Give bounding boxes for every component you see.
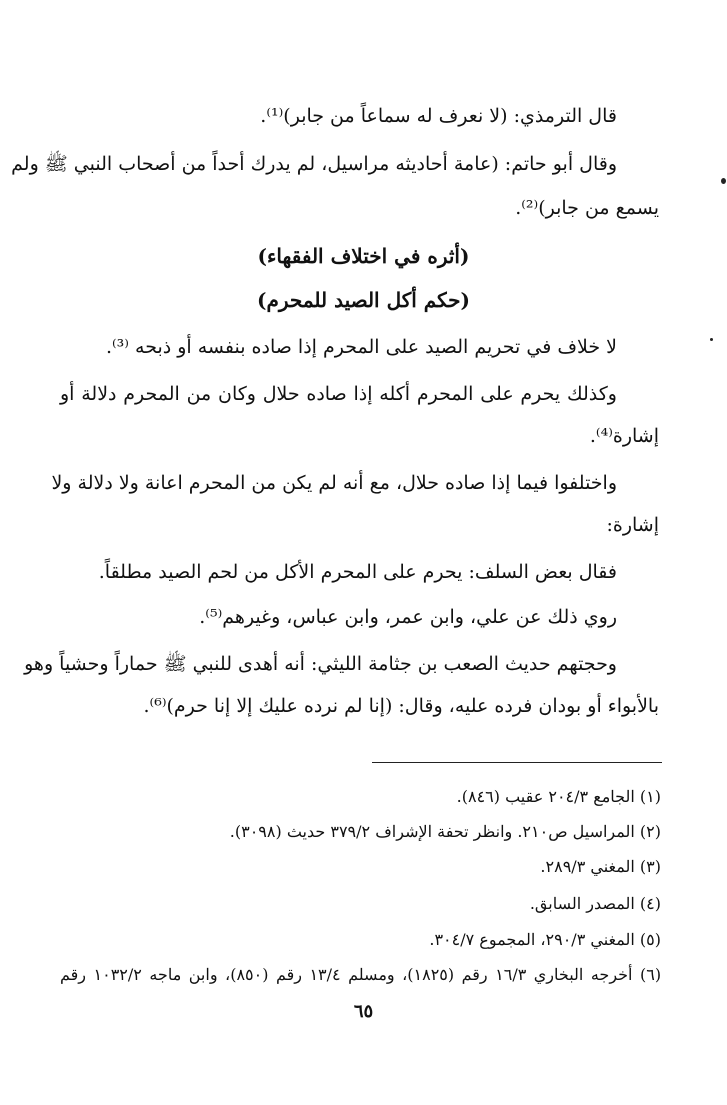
- footnote-separator: [372, 762, 662, 763]
- paragraph-disagreement-line1: واختلفوا فيما إذا صاده حلال، مع أنه لم يكن من المحرم اعانة ولا دلالة ولا: [51, 472, 617, 494]
- paragraph-tirmidhi: قال الترمذي: (لا نعرف له سماعاً من جابر)⁽¹⁾.: [260, 105, 617, 127]
- scan-speck: [721, 178, 726, 184]
- paragraph-disagreement-line2: إشارة:: [606, 514, 659, 536]
- paragraph-narrated: روي ذلك عن علي، وابن عمر، وابن عباس، وغيرهم⁽⁵⁾.: [199, 606, 617, 628]
- subsection-heading: (حكم أكل الصيد للمحرم): [257, 288, 470, 312]
- footnote-6: (٦) أخرجه البخاري ١٦/٣ رقم (١٨٢٥)، ومسلم ١٣/٤ رقم (٨٥٠)، وابن ماجه ١٠٣٢/٢ رقم: [60, 965, 662, 984]
- paragraph-no-dispute: لا خلاف في تحريم الصيد على المحرم إذا صاده بنفسه أو ذبحه ⁽³⁾.: [105, 336, 617, 358]
- paragraph-likewise-line1: وكذلك يحرم على المحرم أكله إذا صاده حلال وكان من المحرم دلالة أو: [60, 383, 617, 405]
- paragraph-evidence-line1: وحجتهم حديث الصعب بن جثامة الليثي: أنه أهدى للنبي ﷺ حماراً وحشياً وهو: [24, 653, 617, 675]
- paragraph-evidence-line2: بالأبواء أو بودان فرده عليه، وقال: (إنا لم نرده عليك إلا إنا حرم)⁽⁶⁾.: [143, 695, 659, 717]
- footnote-4: (٤) المصدر السابق.: [529, 894, 661, 913]
- paragraph-abu-hatim-line2: يسمع من جابر)⁽²⁾.: [515, 197, 659, 219]
- footnote-5: (٥) المغني ٢٩٠/٣، المجموع ٣٠٤/٧.: [429, 930, 661, 949]
- scan-speck: [710, 338, 713, 341]
- footnote-3: (٣) المغني ٢٨٩/٣.: [540, 857, 661, 876]
- footnote-1: (١) الجامع ٢٠٤/٣ عقيب (٨٤٦).: [456, 787, 661, 806]
- paragraph-likewise-line2: إشارة⁽⁴⁾.: [589, 425, 659, 447]
- footnote-2: (٢) المراسيل ص٢١٠. وانظر تحفة الإشراف ٣٧٩/٢ حديث (٣٠٩٨).: [229, 822, 661, 841]
- section-heading: (أثره في اختلاف الفقهاء): [257, 244, 470, 268]
- paragraph-salaf: فقال بعض السلف: يحرم على المحرم الأكل من لحم الصيد مطلقاً.: [98, 561, 617, 583]
- paragraph-abu-hatim-line1: وقال أبو حاتم: (عامة أحاديثه مراسيل، لم يدرك أحداً من أصحاب النبي ﷺ ولم: [11, 153, 617, 175]
- page-number: ٦٥: [353, 1001, 374, 1022]
